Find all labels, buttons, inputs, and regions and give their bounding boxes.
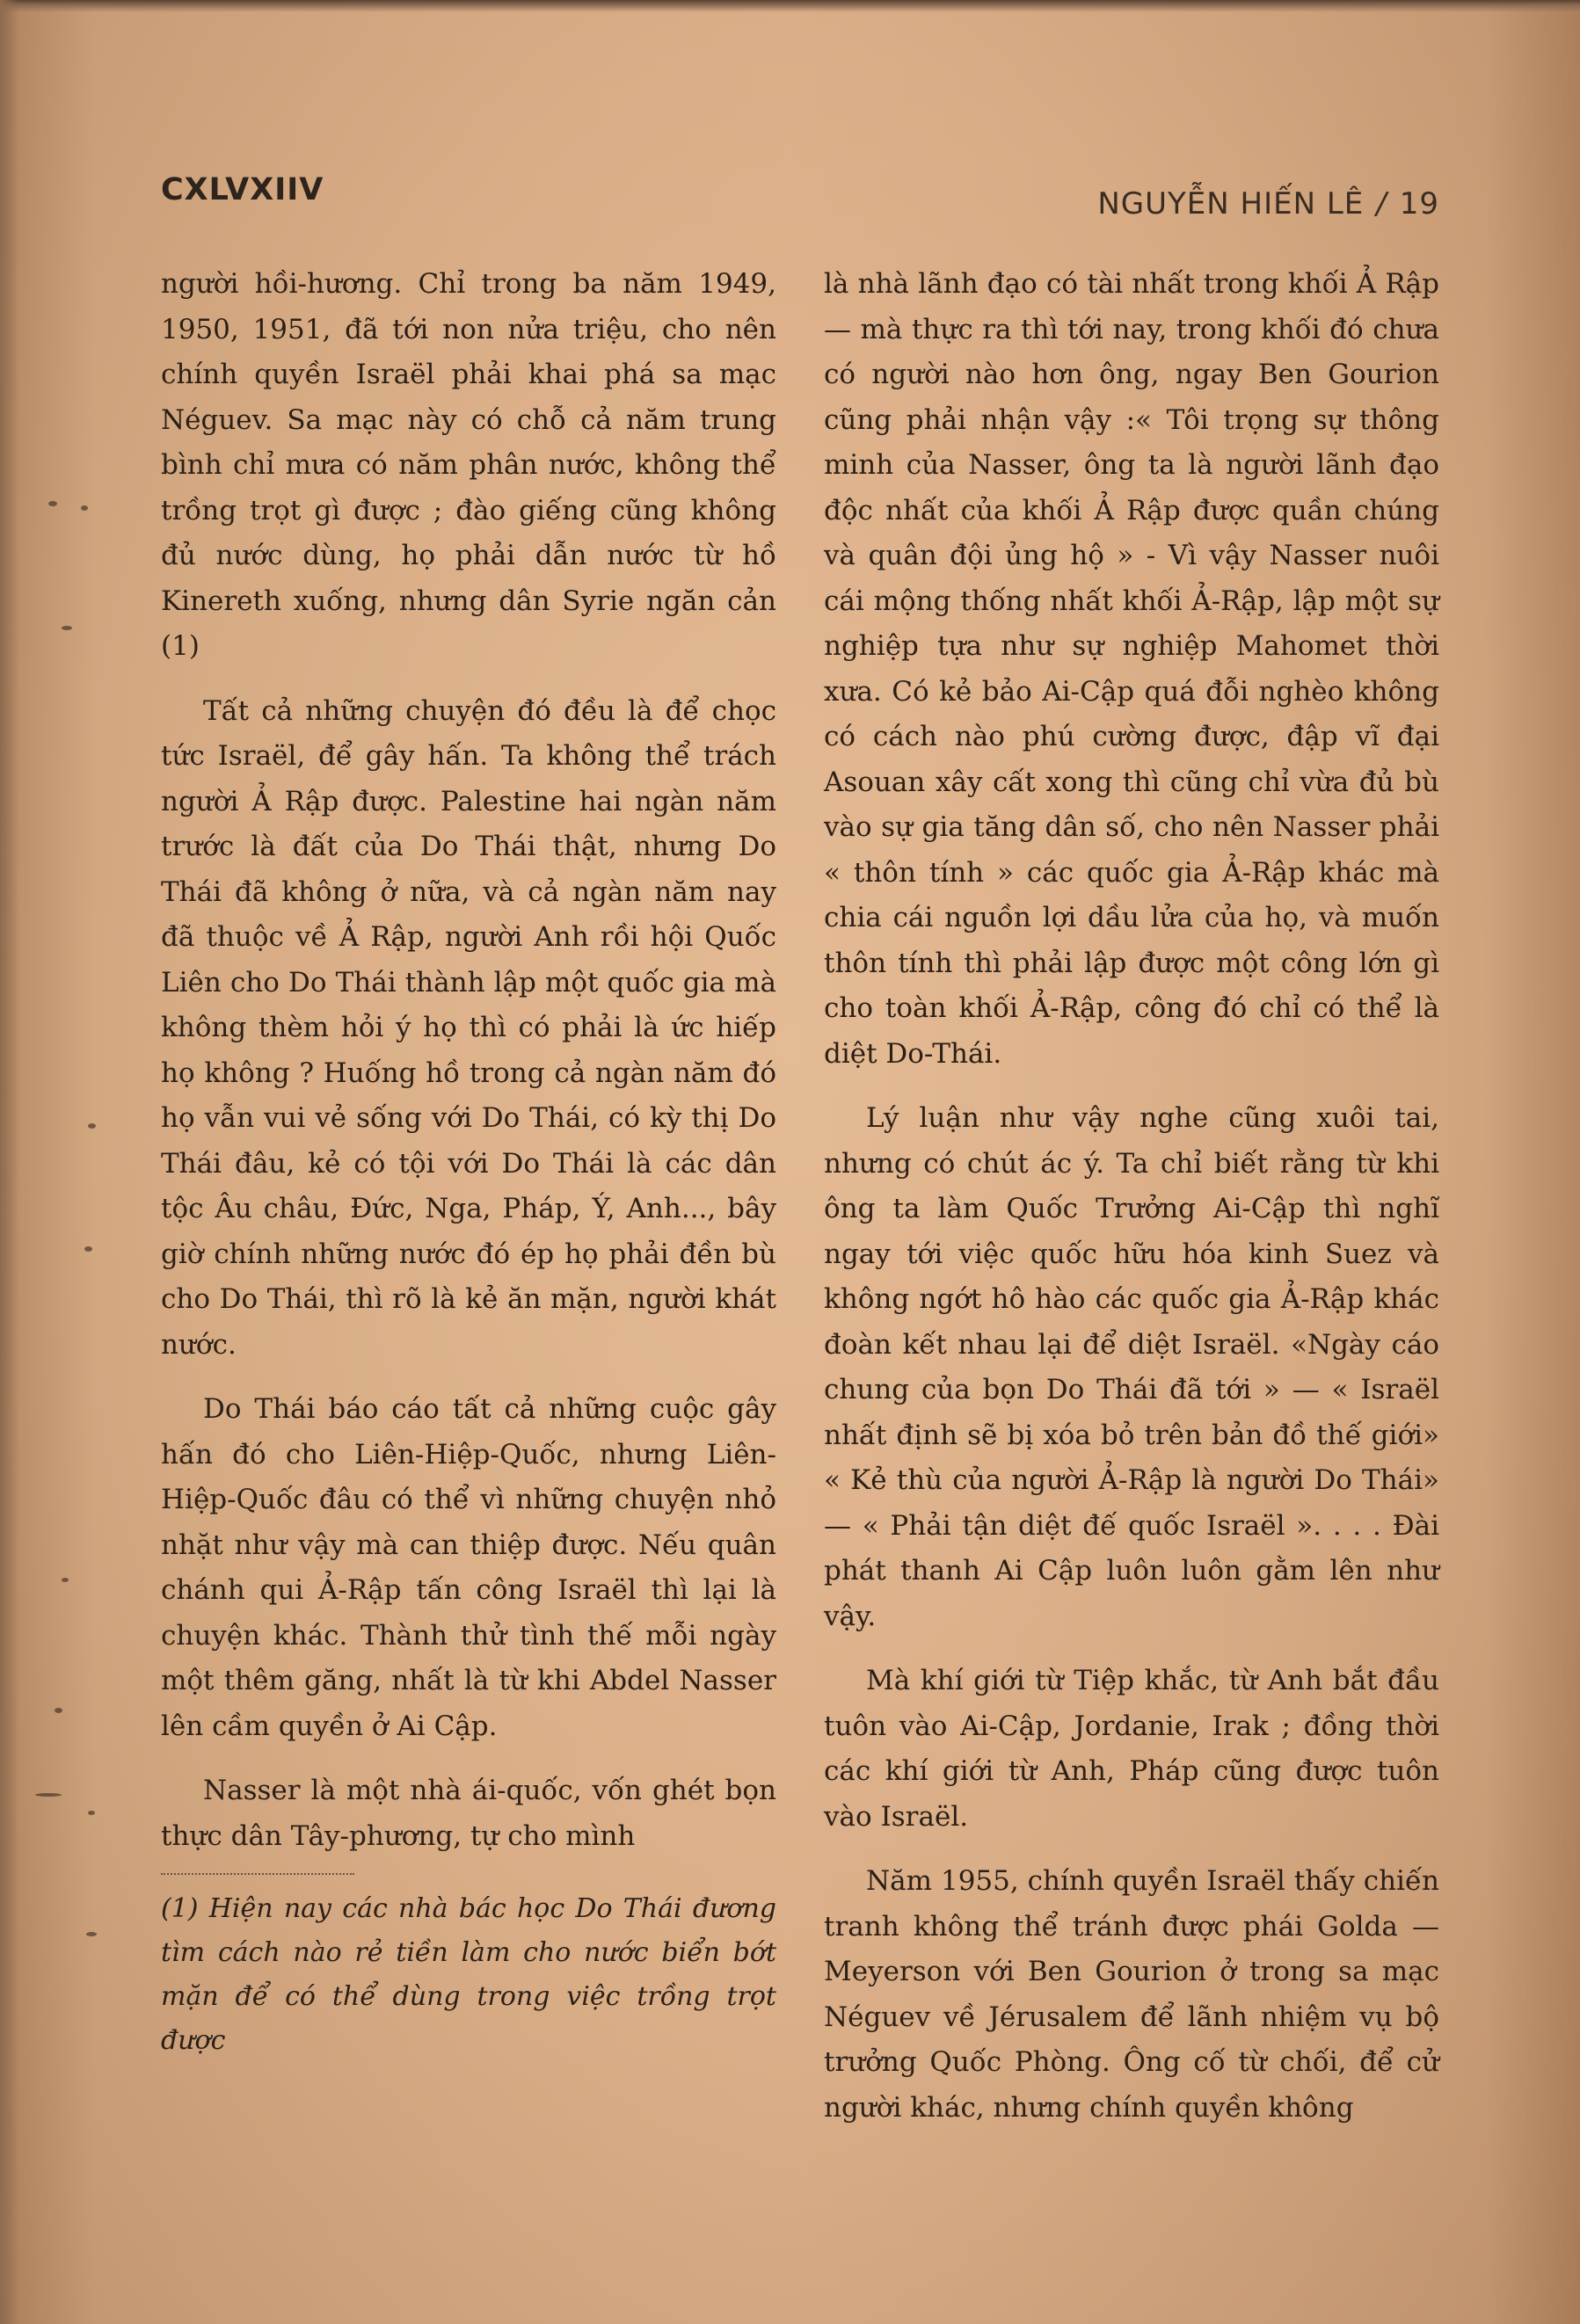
- speck-mark: [48, 501, 57, 506]
- paragraph: Nasser là một nhà ái-quốc, vốn ghét bọn thực dân Tây-phương, tự cho mình: [161, 1775, 776, 1852]
- paragraph: Mà khí giới từ Tiệp khắc, từ Anh bắt đầu tuôn vào Ai-Cập, Jordanie, Irak ; đồng thời các khí giới từ Anh, Pháp cũng được tuôn vào Israël.: [824, 1665, 1439, 1833]
- paragraph: Năm 1955, chính quyền Israël thấy chiến tranh không thể tránh được phái Golda — Meyerson với Ben Gourion ở trong sa mạc Néguev về Jérusalem để lãnh nhiệm vụ bộ trưởng Quốc Phòng. Ông cố từ chối, để cử người khác, nhưng chính quyền không: [824, 1865, 1439, 2124]
- speck-mark: [62, 1578, 69, 1582]
- speck-mark: [84, 1246, 92, 1252]
- speck-mark: [88, 1811, 95, 1815]
- paragraph: Do Thái báo cáo tất cả những cuộc gây hấn đó cho Liên-Hiệp-Quốc, nhưng Liên-Hiệp-Quốc đâu có thể vì những chuyện nhỏ nhặt như vậy mà can thiệp được. Nếu quân chánh qui Ả-Rập tấn công Israël thì lại là chuyện khác. Thành thử tình thế mỗi ngày một thêm găng, nhất là từ khi Abdel Nasser lên cầm quyền ở Ai Cập.: [161, 1393, 776, 1742]
- paragraph: Lý luận như vậy nghe cũng xuôi tai, nhưng có chút ác ý. Ta chỉ biết rằng từ khi ông ta làm Quốc Trưởng Ai-Cập thì nghĩ ngay tới việc quốc hữu hóa kinh Suez và không ngớt hô hào các quốc gia Ả-Rập khác đoàn kết nhau lại để diệt Israël. «Ngày cáo chung của bọn Do Thái đã tới » — « Israël nhất định sẽ bị xóa bỏ trên bản đồ thế giới» « Kẻ thù của người Ả-Rập là người Do Thái» — « Phải tận diệt đế quốc Israël ». . . . Đài phát thanh Ai Cập luôn luôn gằm lên như vậy.: [824, 1102, 1439, 1632]
- running-header-right: [1097, 186, 1439, 222]
- footnote-divider: [161, 1873, 354, 1875]
- paragraph: là nhà lãnh đạo có tài nhất trong khối Ả Rập — mà thực ra thì tới nay, trong khối đó chưa có người nào hơn ông, ngay Ben Gourion cũng phải nhận vậy :« Tôi trọng sự thông minh của Nasser, ông ta là người lãnh đạo độc nhất của khối Ả Rập được quần chúng và quân đội ủng hộ » - Vì vậy Nasser nuôi cái mộng thống nhất khối Ả-Rập, lập một sự nghiệp tựa như sự nghiệp Mahomet thời xưa. Có kẻ bảo Ai-Cập quá đỗi nghèo không có cách nào phú cường được, đập vĩ đại Asouan xây cất xong thì cũng chỉ vừa đủ bù vào sự gia tăng dân số, cho nên Nasser phải « thôn tính » các quốc gia Ả-Rập khác mà chia cái nguồn lợi dầu lửa của họ, và muốn thôn tính thì phải lập được một công lớn gì cho toàn khối Ả-Rập, công đó chỉ có thể là diệt Do-Thái.: [824, 268, 1439, 1070]
- page-top-edge: [0, 0, 1580, 12]
- right-column: [824, 262, 1439, 2131]
- speck-mark: [86, 1932, 97, 1936]
- paragraph: người hồi-hương. Chỉ trong ba năm 1949, 1950, 1951, đã tới non nửa triệu, cho nên chính quyền Israël phải khai phá sa mạc Néguev. Sa mạc này có chỗ cả năm trung bình chỉ mưa có năm phân nước, không thể trồng trọt gì được ; đào giếng cũng không đủ nước dùng, họ phải dẫn nước từ hồ Kinereth xuống, nhưng dân Syrie ngăn cản (1): [161, 268, 776, 662]
- page-left-edge: [0, 0, 19, 2324]
- speck-mark: [81, 505, 88, 511]
- speck-mark: [88, 1123, 96, 1129]
- header-separator: /: [1376, 186, 1387, 222]
- speck-mark: [35, 1793, 62, 1797]
- page-number: 19: [1399, 186, 1439, 222]
- running-header-left: CXLVXIIV: [161, 172, 324, 207]
- left-column: [161, 262, 776, 2063]
- speck-mark: [62, 626, 72, 630]
- paragraph: Tất cả những chuyện đó đều là để chọc tức Israël, để gây hấn. Ta không thể trách người Ả Rập được. Palestine hai ngàn năm trước là đất của Do Thái thật, nhưng Do Thái đã không ở nữa, và cả ngàn năm nay đã thuộc về Ả Rập, người Anh rồi hội Quốc Liên cho Do Thái thành lập một quốc gia mà không thèm hỏi ý họ thì có phải là ức hiếp họ không ? Huống hồ trong cả ngàn năm đó họ vẫn vui vẻ sống với Do Thái, có kỳ thị Do Thái đâu, kẻ có tội với Do Thái là các dân tộc Âu châu, Đức, Nga, Pháp, Ý, Anh..., bây giờ chính những nước đó ép họ phải đền bù cho Do Thái, thì rõ là kẻ ăn mặn, người khát nước.: [161, 694, 776, 1361]
- header-author: NGUYỄN HIẾN LÊ: [1097, 186, 1365, 222]
- footnote: (1) Hiện nay các nhà bác học Do Thái đương tìm cách nào rẻ tiền làm cho nước biển bớt mặn để có thể dùng trong việc trồng trọt được: [161, 1893, 776, 2056]
- speck-mark: [55, 1708, 62, 1713]
